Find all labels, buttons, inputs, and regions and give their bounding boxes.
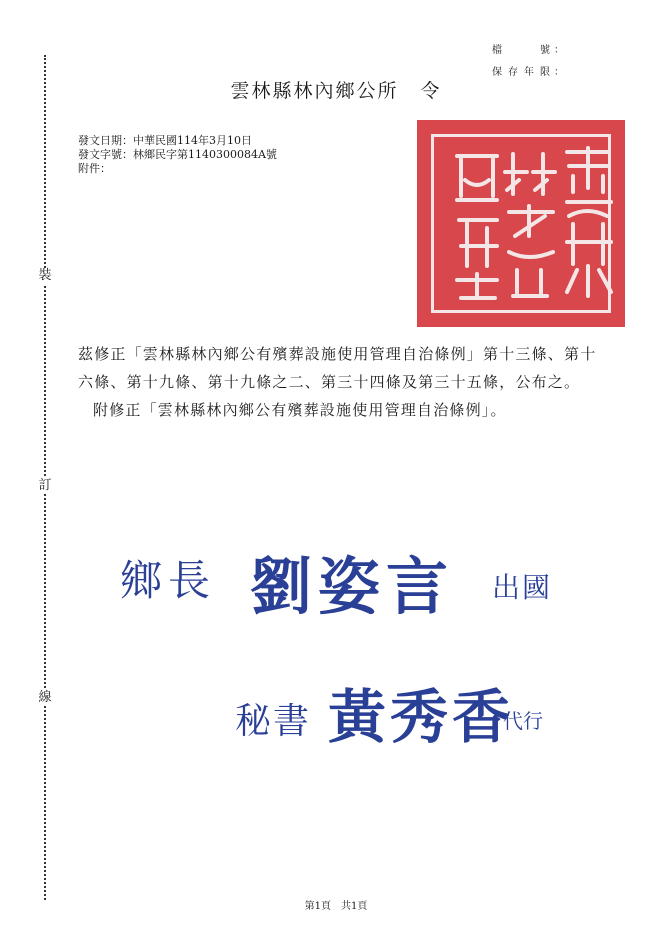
issue-date-label: 發文日期： bbox=[78, 134, 133, 147]
body-paragraph-1: 茲修正「雲林縣林內鄉公有殯葬設施使用管理自治條例」第十三條、第十六條、第十九條、第十九條之二、第三十四條及第三十五條，公布之。 bbox=[78, 345, 597, 391]
document-type: 令 bbox=[420, 80, 442, 102]
head-title-stamp: 鄉長 bbox=[120, 556, 217, 605]
archive-info: 檔 號 ： 保存年限 ： bbox=[492, 40, 564, 84]
binding-mark-ding: 訂 bbox=[38, 478, 52, 493]
file-number-label: 檔 號 bbox=[492, 45, 550, 56]
deputy-note-stamp: 代行 bbox=[503, 709, 543, 733]
deputy-title-stamp: 秘書 bbox=[235, 701, 312, 742]
document-title bbox=[0, 76, 672, 103]
head-status-stamp: 出國 bbox=[492, 571, 553, 604]
retention-label: 保存年限 bbox=[492, 67, 550, 78]
page-current: 第1頁 bbox=[304, 901, 331, 912]
agency-name: 雲林縣林內鄉公所 bbox=[230, 80, 399, 102]
deputy-name-stamp: 黃秀香 bbox=[328, 683, 515, 751]
page-footer bbox=[0, 897, 672, 912]
attachment-label: 附件： bbox=[78, 162, 111, 175]
binding-mark-zhuang: 裝 bbox=[38, 268, 52, 283]
issue-date-value: 中華民國114年3月10日 bbox=[133, 134, 252, 147]
document-body bbox=[78, 340, 608, 424]
reference-number-label: 發文字號： bbox=[78, 148, 133, 161]
page-total: 共1頁 bbox=[341, 901, 368, 912]
head-name-stamp: 劉姿言 bbox=[250, 550, 455, 623]
binding-mark-xian: 線 bbox=[38, 690, 52, 705]
body-paragraph-2: 附修正「雲林縣林內鄉公有殯葬設施使用管理自治條例」。 bbox=[93, 401, 507, 419]
official-seal bbox=[417, 120, 625, 327]
issue-info bbox=[78, 134, 277, 176]
reference-number-value: 林鄉民字第1140300084A號 bbox=[133, 148, 277, 161]
seal-script-strokes bbox=[417, 120, 625, 327]
